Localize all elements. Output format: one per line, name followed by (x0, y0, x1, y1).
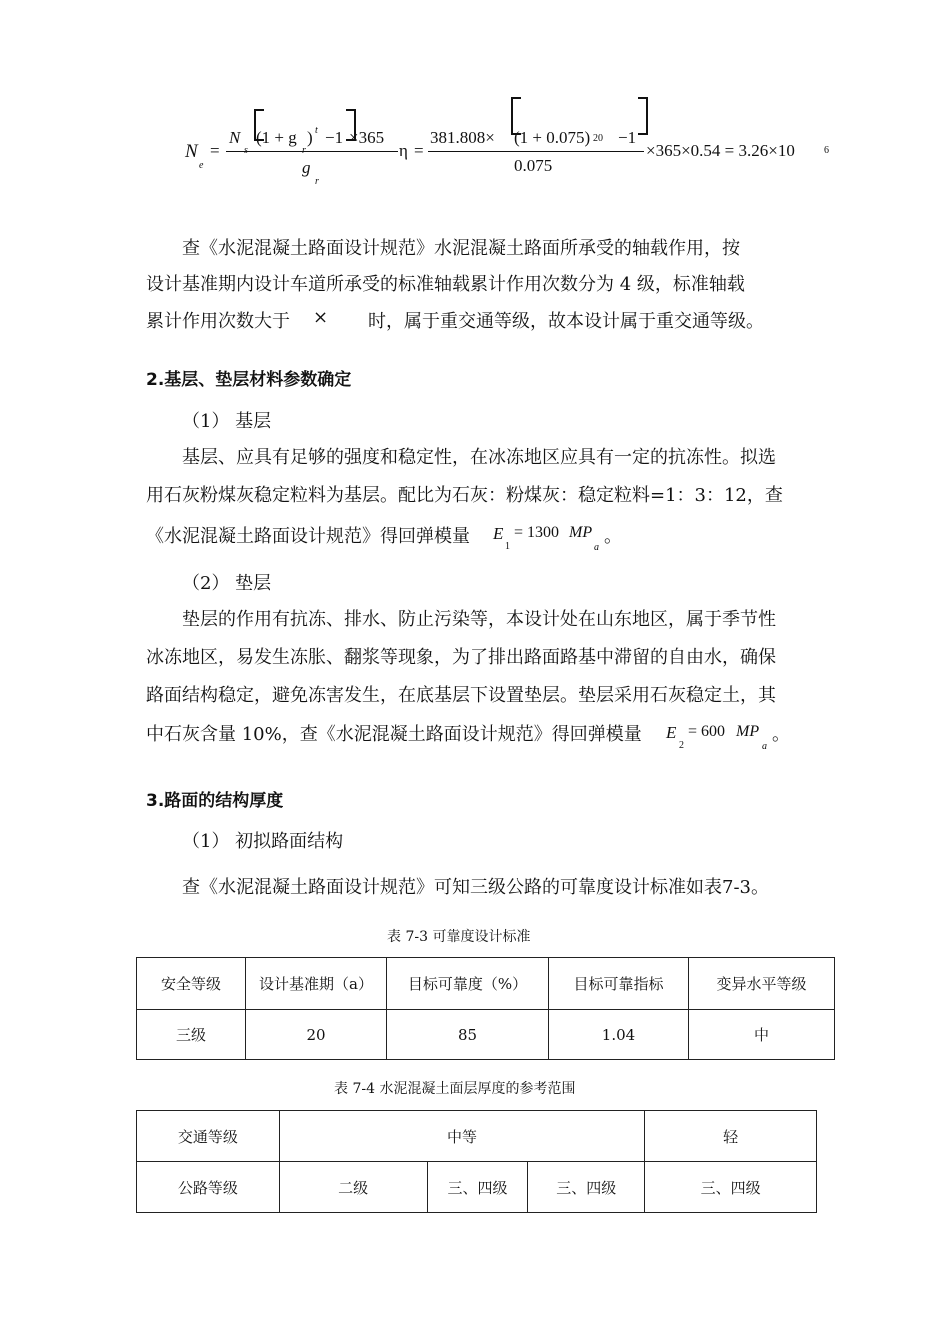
formula-den2: 0.075 (514, 156, 553, 175)
para1-line2: 设计基准期内设计车道所承受的标准轴载累计作用次数分为 4 级，标准轴载 (146, 274, 745, 295)
formula-num1-c: −1 (325, 128, 344, 147)
section2-p1-line3: 《水泥混凝土路面设计规范》得回弹模量 (146, 526, 470, 547)
table74-cell: 中等 (279, 1111, 644, 1162)
section2-p2-end: 。 (772, 724, 790, 745)
para1-line1: 查《水泥混凝土路面设计规范》水泥混凝土路面所承受的轴载作用，按 (182, 238, 740, 259)
formula-equals-1: = (210, 141, 220, 160)
table74-cell: 三、四级 (528, 1162, 645, 1213)
formula-num1-a: (1 + g (256, 128, 297, 147)
para1-line3-a: 累计作用次数大于 (146, 311, 290, 332)
table73-header-cell: 目标可靠指标 (549, 958, 689, 1010)
e1-subscript: 1 (505, 541, 510, 552)
formula-num1-g-subscript: r (302, 145, 306, 156)
section2-p2-line2: 冰冻地区，易发生冻胀、翻浆等现象，为了排出路面路基中滞留的自由水，确保 (146, 647, 776, 668)
formula-num1-subscript: s (244, 145, 248, 156)
e1-unit-subscript: a (594, 542, 599, 553)
table74-caption: 表 7-4 水泥混凝土面层厚度的参考范围 (334, 1081, 576, 1097)
fraction-bar-1 (226, 151, 398, 152)
section2-p2-line1: 垫层的作用有抗冻、排水、防止污染等，本设计处在山东地区，属于季节性 (182, 609, 776, 630)
section2-p1-line1: 基层、应具有足够的强度和稳定性，在冰冻地区应具有一定的抗冻性。拟选 (182, 447, 776, 468)
table74-cell: 三、四级 (427, 1162, 528, 1213)
e2-value: = 600 (688, 723, 726, 740)
table-7-3 (136, 957, 835, 1060)
table73-cell: 1.04 (549, 1010, 689, 1060)
formula-num2-b: (1 + 0.075) (514, 128, 591, 147)
para1-line3-x: × (313, 307, 329, 328)
section2-sub2: （2） 垫层 (182, 573, 272, 594)
formula-equals-2: = (414, 141, 424, 160)
table-row (137, 1010, 835, 1060)
section3-p1: 查《水泥混凝土路面设计规范》可知三级公路的可靠度设计标准如表7-3。 (182, 877, 769, 898)
table74-cell: 二级 (279, 1162, 427, 1213)
bracket2-right (638, 97, 648, 135)
table73-caption: 表 7-3 可靠度设计标准 (387, 929, 531, 945)
table73-cell: 中 (689, 1010, 835, 1060)
para1-line3-b: 时，属于重交通等级，故本设计属于重交通等级。 (368, 311, 764, 332)
table74-cell: 轻 (645, 1111, 817, 1162)
formula-num2-a: 381.808× (430, 128, 495, 147)
table73-cell: 20 (246, 1010, 387, 1060)
formula-tail: ×365×0.54 = 3.26×10 (646, 141, 795, 160)
section2-sub1: （1） 基层 (182, 411, 272, 432)
e1-symbol: E (493, 524, 504, 543)
fraction-bar-2 (428, 151, 644, 152)
table-row (137, 1111, 817, 1162)
formula-den1-subscript: r (315, 176, 319, 187)
formula-num1-exponent: t (315, 125, 318, 136)
section3-heading: 3.路面的结构厚度 (146, 791, 284, 811)
table73-header-cell: 变异水平等级 (689, 958, 835, 1010)
section2-p1-line2: 用石灰粉煤灰稳定粒料为基层。配比为石灰：粉煤灰：稳定粒料=1：3：12，查 (146, 485, 783, 506)
e1-unit: MP (569, 524, 593, 541)
formula-num1-symbol: N (229, 128, 241, 147)
table-row (137, 1162, 817, 1213)
table74-cell: 三、四级 (645, 1162, 817, 1213)
table73-cell: 三级 (137, 1010, 246, 1060)
table73-header-cell: 安全等级 (137, 958, 246, 1010)
table74-cell: 公路等级 (137, 1162, 280, 1213)
e2-symbol: E (666, 723, 677, 742)
e1-value: = 1300 (514, 524, 560, 541)
section3-sub1: （1） 初拟路面结构 (182, 831, 344, 852)
section2-heading: 2.基层、垫层材料参数确定 (146, 370, 352, 390)
table73-header-row (137, 958, 835, 1010)
formula-lhs: N (185, 141, 198, 162)
formula-den1-symbol: g (302, 158, 311, 177)
table-7-4 (136, 1110, 817, 1213)
formula-num2-c: −1 (618, 128, 637, 147)
formula-eta: η (399, 141, 408, 160)
table73-cell: 85 (387, 1010, 549, 1060)
formula-num2-exponent: 20 (593, 133, 603, 144)
formula-lhs-subscript: e (199, 160, 204, 171)
table74-cell: 交通等级 (137, 1111, 280, 1162)
table73-header-cell: 设计基准期（a） (246, 958, 387, 1010)
formula-tail-exponent: 6 (824, 145, 829, 156)
e2-subscript: 2 (679, 740, 684, 751)
table73-header-cell: 目标可靠度（%） (387, 958, 549, 1010)
section2-p2-line4: 中石灰含量 10%，查《水泥混凝土路面设计规范》得回弹模量 (146, 724, 642, 745)
formula-num1-d: ×365 (349, 128, 385, 147)
section2-p2-line3: 路面结构稳定，避免冻害发生，在底基层下设置垫层。垫层采用石灰稳定土，其 (146, 685, 776, 706)
e2-unit: MP (736, 723, 760, 740)
formula-num1-b: ) (307, 128, 313, 147)
section2-p1-end: 。 (604, 526, 622, 547)
e2-unit-subscript: a (762, 741, 767, 752)
